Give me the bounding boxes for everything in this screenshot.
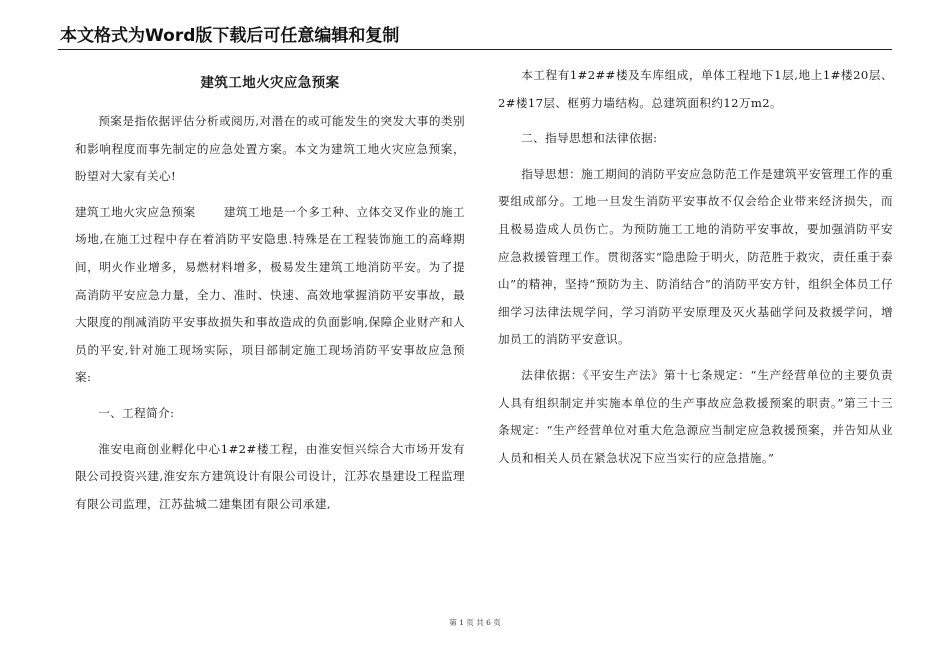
document-title: 建筑工地火灾应急预案 xyxy=(200,75,340,91)
document-header xyxy=(58,14,892,50)
left-column xyxy=(75,62,465,526)
left-paragraph-2: 建筑工地火灾应急预案 建筑工地是一个多工种、立体交叉作业的施工场地,在施工过程中存在着消防平安隐患.特殊是在工程装饰施工的高峰期间，明火作业增多，易燃材料增多，极易发生建筑工地消防平安。为了提高消防平安应急力量，全力、准时、快速、高效地掌握消防平安事故，最大限度的削减消防平安事故损失和事故造成的负面影响,保障企业财产和人员的平安,针对施工现场实际，项目部制定施工现场消防平安事故应急预案: xyxy=(75,204,465,385)
header-rule xyxy=(58,49,892,50)
left-paragraph-3: 一、工程简介: xyxy=(98,405,175,420)
page-footer: 第 1 页 共 6 页 xyxy=(449,618,501,627)
right-column xyxy=(498,62,893,480)
header-title: 本文格式为Word版下载后可任意编辑和复制 xyxy=(60,26,400,46)
right-paragraph-3: 指导思想：施工期间的消防平安应急防范工作是建筑平安管理工作的重要组成部分。工地一旦发生消防平安事故不仅会给企业带来经济损失，而且极易造成人员伤亡。为预防施工工地的消防平安事故，要加强消防平安应急救援管理工作。贯彻落实“隐患险于明火，防范胜于救灾，责任重于泰山”的精神，坚持“预防为主、防消结合”的消防平安方针，组织全体员工仔细学习法律法规学问，学习消防平安原理及灭火基础学问及救援学问，增加员工的消防平安意识。 xyxy=(498,166,893,347)
right-paragraph-1: 本工程有1#2##楼及车库组成，单体工程地下1层,地上1#楼20层、2#楼17层、框剪力墙结构。总建筑面积约12万m2。 xyxy=(498,68,893,110)
left-paragraph-4: 淮安电商创业孵化中心1#2#楼工程，由淮安恒兴综合大市场开发有限公司投资兴建,淮安东方建筑设计有限公司设计，江苏农垦建设工程监理有限公司监理，江苏盐城二建集团有限公司承建, xyxy=(75,441,465,511)
left-paragraph-1: 预案是指依据评估分析或阅历,对潜在的或可能发生的突发大事的类别和影响程度而事先制定的应急处置方案。本文为建筑工地火灾应急预案，盼望对大家有关心! xyxy=(75,114,465,184)
right-paragraph-2: 二、指导思想和法律依据: xyxy=(521,131,658,146)
right-paragraph-4: 法律依据：《平安生产法》第十七条规定：“生产经营单位的主要负责人具有组织制定并实施本单位的生产事故应急救援预案的职责。”第三十三条规定：“生产经营单位对重大危急源应当制定应急救援预案，并告知从业人员和相关人员在紧急状况下应当实行的应急措施。” xyxy=(498,367,893,465)
